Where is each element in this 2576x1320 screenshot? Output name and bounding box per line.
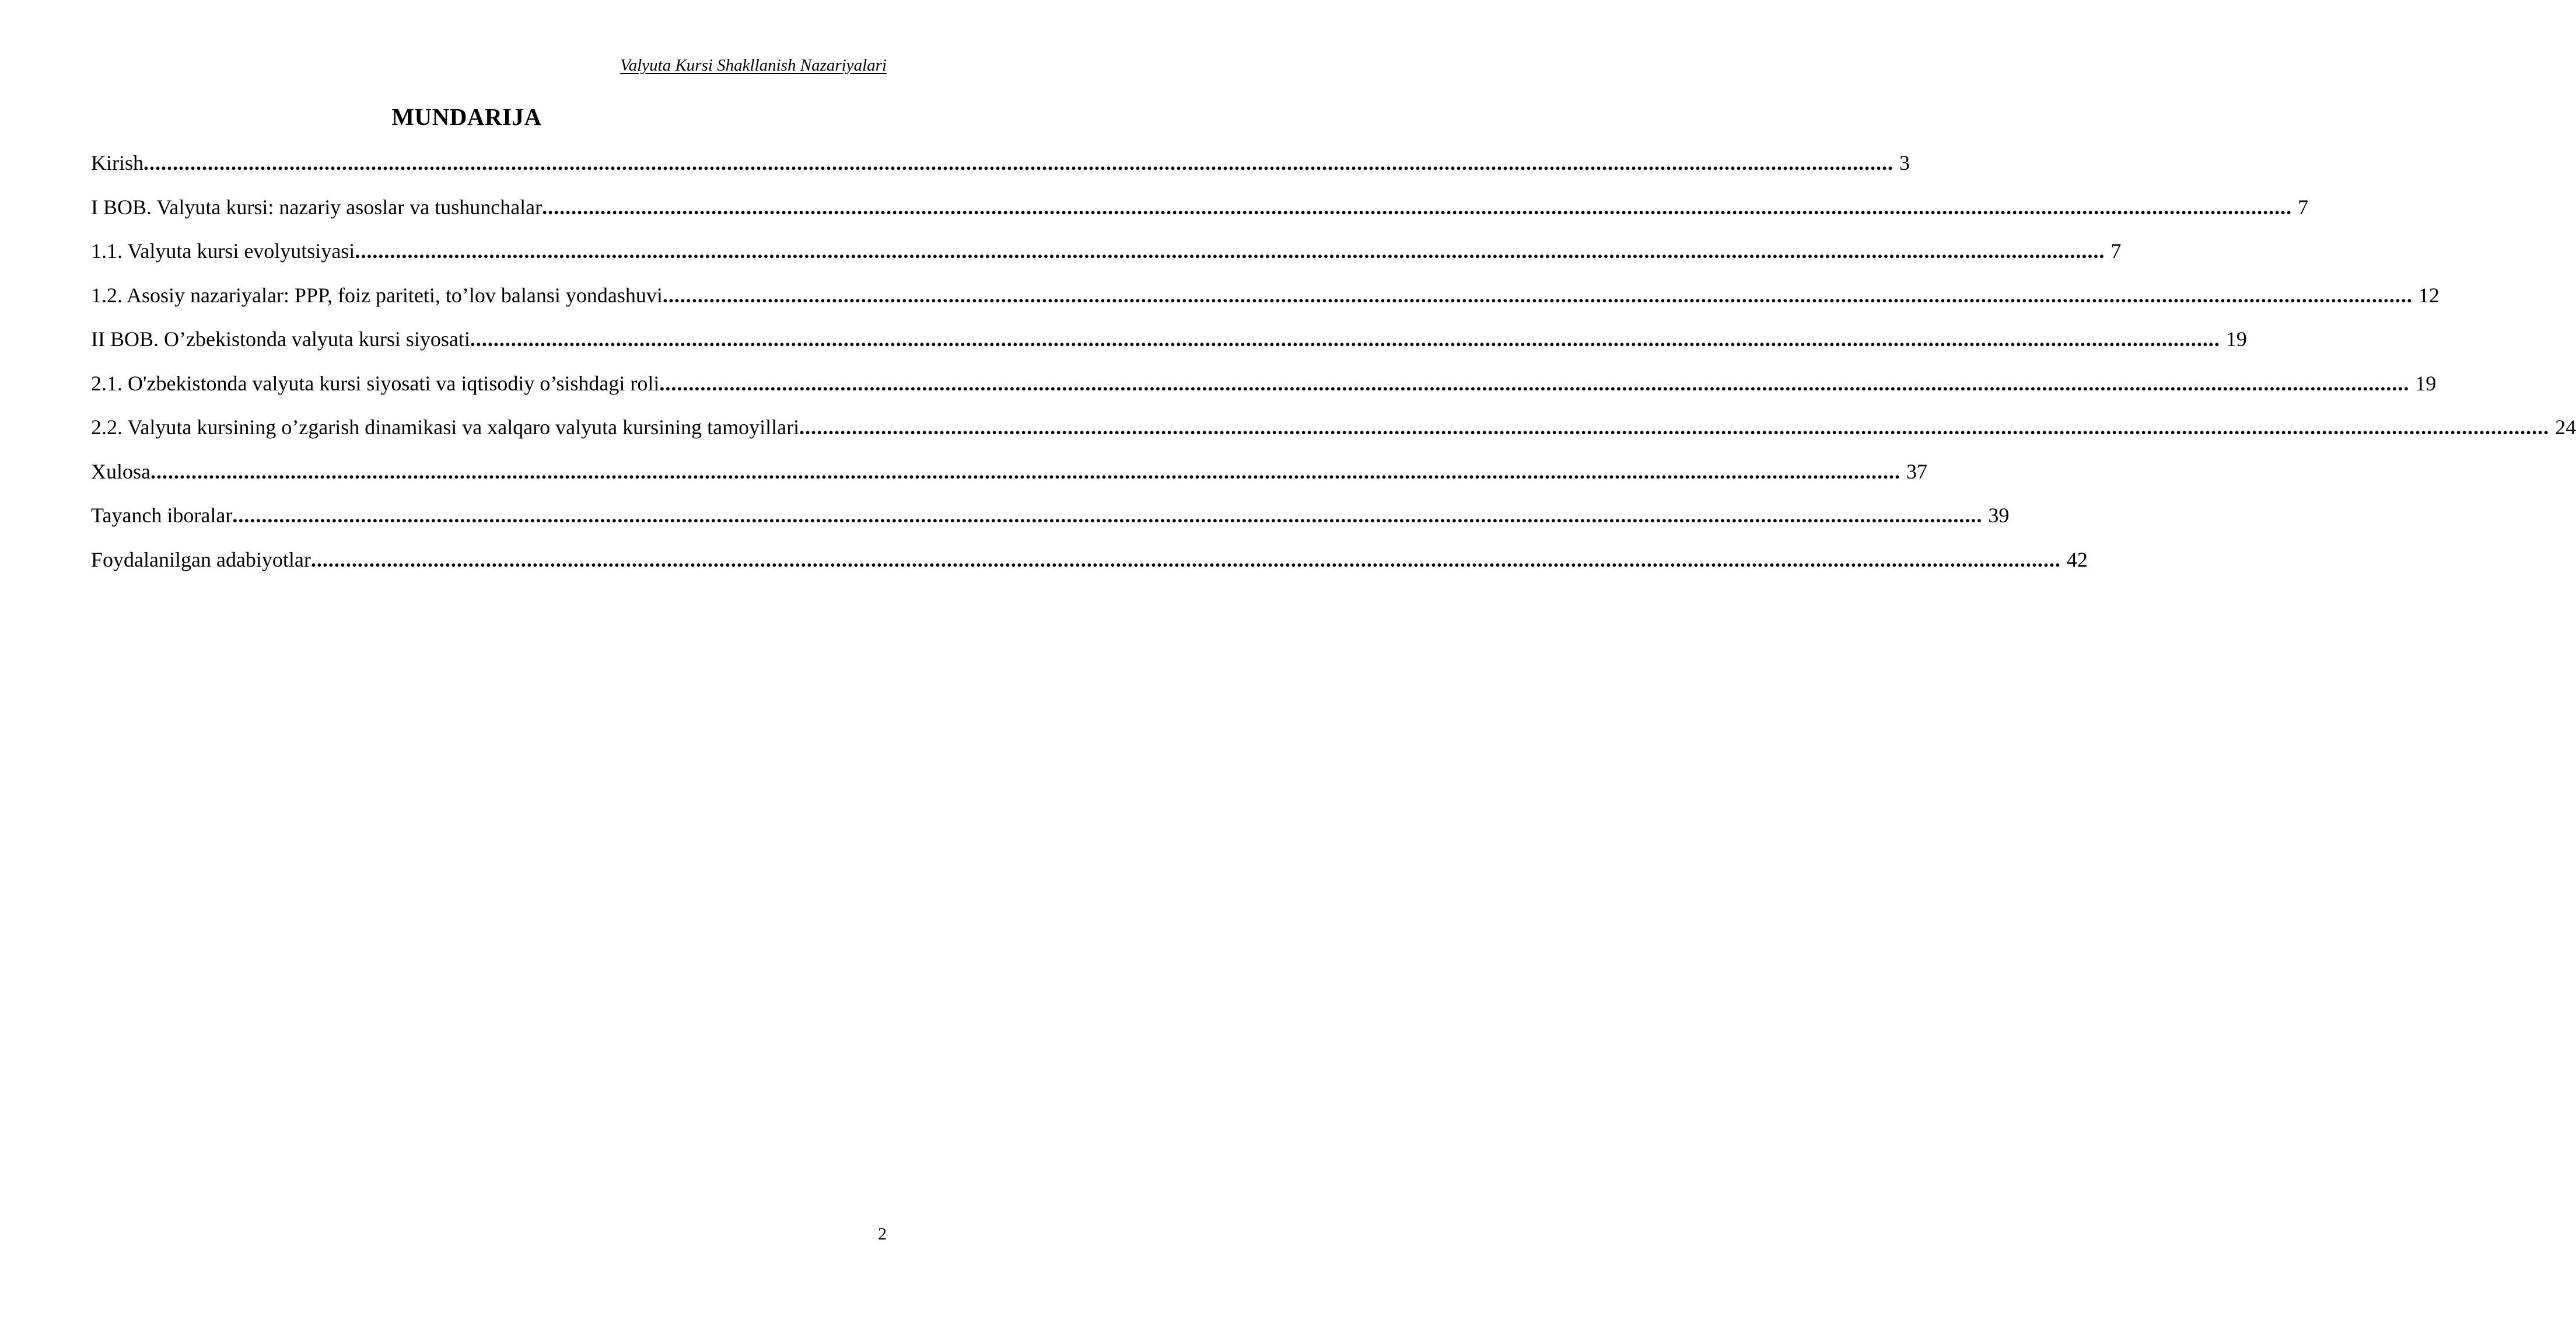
table-of-contents [91,148,2576,589]
dot-leader: ............................................................................................................................................................................................................................................................................................................ [310,547,2061,571]
toc-entry-label: Foydalanilgan adabiyotlar [91,547,311,571]
toc-entry-label: I BOB. Valyuta kursi: nazariy asoslar va tushunchalar [91,195,542,219]
toc-entry-section-2-2[interactable] [91,413,2576,457]
toc-entry-label: 1.2. Asosiy nazariyalar: PPP, foiz pariteti, to’lov balansi yondashuvi [91,283,663,307]
toc-entry-label: 2.1. O'zbekistonda valyuta kursi siyosati va iqtisodiy o’sishdagi roli [91,371,660,395]
dot-leader: ............................................................................................................................................................................................................................................................................................................ [799,415,2550,439]
running-header: Valyuta Kursi Shakllanish Nazariyalari [620,56,887,75]
toc-entry-page: 19 [2225,327,2247,351]
toc-entry-label: II BOB. O’zbekistonda valyuta kursi siyosati [91,327,470,351]
dot-leader: ............................................................................................................................................................................................................................................................................................................ [542,195,2292,219]
toc-entry-section-1-2[interactable] [91,281,2440,325]
toc-entry-xulosa[interactable] [91,457,1927,501]
toc-entry-page: 7 [2298,195,2309,219]
toc-title: MUNDARIJA [391,103,542,130]
toc-entry-adabiyotlar[interactable] [91,545,2088,589]
toc-entry-section-1-1[interactable] [91,236,2122,281]
dot-leader: ............................................................................................................................................................................................................................................................................................................ [150,459,1901,483]
toc-entry-page: 37 [1906,459,1927,483]
dot-leader: ............................................................................................................................................................................................................................................................................................................ [144,151,1894,174]
toc-entry-page: 39 [1988,504,2010,527]
toc-entry-label: Tayanch iboralar [91,504,233,527]
toc-entry-chapter-2[interactable] [91,324,2247,369]
toc-entry-label: Xulosa [91,459,150,483]
toc-entry-label: 1.1. Valyuta kursi evolyutsiyasi [91,239,355,263]
toc-entry-label: 2.2. Valyuta kursining o’zgarish dinamikasi va xalqaro valyuta kursining tamoyillari [91,415,800,439]
dot-leader: ............................................................................................................................................................................................................................................................................................................ [232,504,1983,527]
toc-entry-label: Kirish [91,151,144,174]
dot-leader: ............................................................................................................................................................................................................................................................................................................ [355,239,2105,263]
toc-entry-chapter-1[interactable] [91,193,2309,237]
toc-entry-page: 24 [2555,415,2576,439]
toc-entry-tayanch-iboralar[interactable] [91,501,2010,545]
dot-leader: ............................................................................................................................................................................................................................................................................................................ [662,283,2413,307]
toc-entry-page: 42 [2066,547,2088,571]
toc-entry-kirish[interactable] [91,148,1910,193]
toc-entry-page: 19 [2415,371,2437,395]
dot-leader: ............................................................................................................................................................................................................................................................................................................ [470,327,2220,351]
toc-entry-page: 12 [2418,283,2440,307]
toc-entry-page: 3 [1899,151,1910,174]
toc-entry-section-2-1[interactable] [91,369,2437,413]
toc-entry-page: 7 [2110,239,2122,263]
page-number: 2 [878,1224,887,1244]
dot-leader: ............................................................................................................................................................................................................................................................................................................ [659,371,2410,395]
